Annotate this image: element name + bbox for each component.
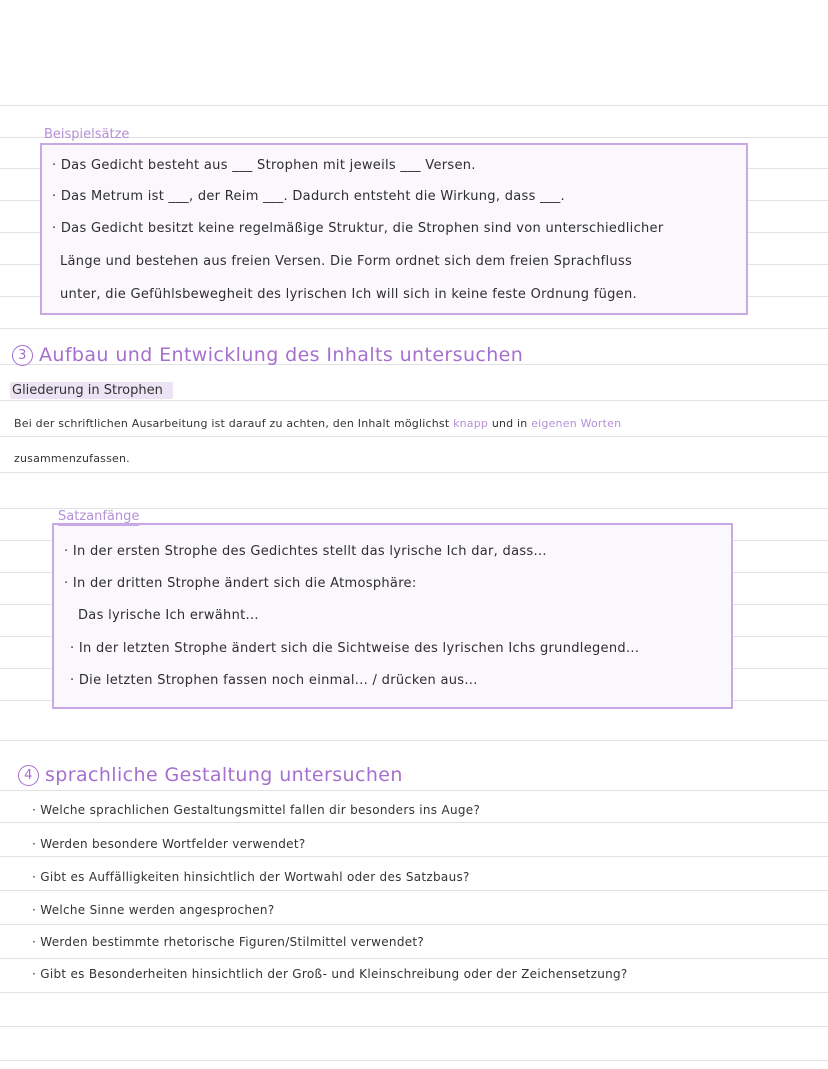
section-3-paragraph-line-2: zusammenzufassen.	[14, 452, 130, 465]
paragraph-text-1: Bei der schriftlichen Ausarbeitung ist darauf zu achten, den Inhalt möglichst	[14, 417, 450, 430]
question-1: · Welche sprachlichen Gestaltungsmittel fallen dir besonders ins Auge?	[32, 803, 481, 817]
question-5: · Werden bestimmte rhetorische Figuren/Stilmittel verwendet?	[32, 935, 425, 949]
box1-line-1: · Das Gedicht besteht aus ___ Strophen mit jeweils ___ Versen.	[52, 158, 476, 173]
box2-line-1: · In der ersten Strophe des Gedichtes stellt das lyrische Ich dar, dass...	[64, 544, 547, 559]
box1-line-4: Länge und bestehen aus freien Versen. Die Form ordnet sich dem freien Sprachfluss	[60, 254, 633, 269]
box2-line-2: · In der dritten Strophe ändert sich die Atmosphäre:	[64, 576, 417, 591]
box1-line-2: · Das Metrum ist ___, der Reim ___. Dadurch entsteht die Wirkung, dass ___.	[52, 189, 565, 204]
section-3-title: Aufbau und Entwicklung des Inhalts untersuchen	[39, 344, 524, 366]
box1-line-3: · Das Gedicht besitzt keine regelmäßige Struktur, die Strophen sind von unterschiedlicher	[52, 221, 664, 236]
box2-line-4: · In der letzten Strophe ändert sich die Sichtweise des lyrischen Ichs grundlegend...	[70, 641, 640, 656]
question-6: · Gibt es Besonderheiten hinsichtlich der Groß- und Kleinschreibung oder der Zeichensetzung?	[32, 967, 628, 981]
box2-label: Satzanfänge	[58, 509, 140, 524]
question-4: · Welche Sinne werden angesprochen?	[32, 903, 275, 917]
question-3: · Gibt es Auffälligkeiten hinsichtlich der Wortwahl oder des Satzbaus?	[32, 870, 470, 884]
section-4-heading	[18, 764, 403, 786]
box1-line-5: unter, die Gefühlsbewegheit des lyrischen Ich will sich in keine feste Ordnung fügen.	[60, 287, 637, 302]
question-2: · Werden besondere Wortfelder verwendet?	[32, 837, 306, 851]
box2-line-3: Das lyrische Ich erwähnt...	[78, 608, 259, 623]
section-4-title: sprachliche Gestaltung untersuchen	[45, 764, 403, 786]
box2-line-5: · Die letzten Strophen fassen noch einmal... / drücken aus...	[70, 673, 478, 688]
section-4-number: 4	[18, 765, 39, 786]
section-3-heading	[12, 344, 523, 366]
keyword-knapp: knapp	[453, 417, 489, 430]
gliederung-subheading: Gliederung in Strophen	[10, 382, 173, 399]
section-3-number: 3	[12, 345, 33, 366]
keyword-eigenen-worten: eigenen Worten	[531, 417, 622, 430]
box1-label: Beispielsätze	[44, 127, 130, 142]
paragraph-text-2: und in	[491, 417, 528, 430]
section-3-paragraph-line-1	[14, 417, 621, 430]
